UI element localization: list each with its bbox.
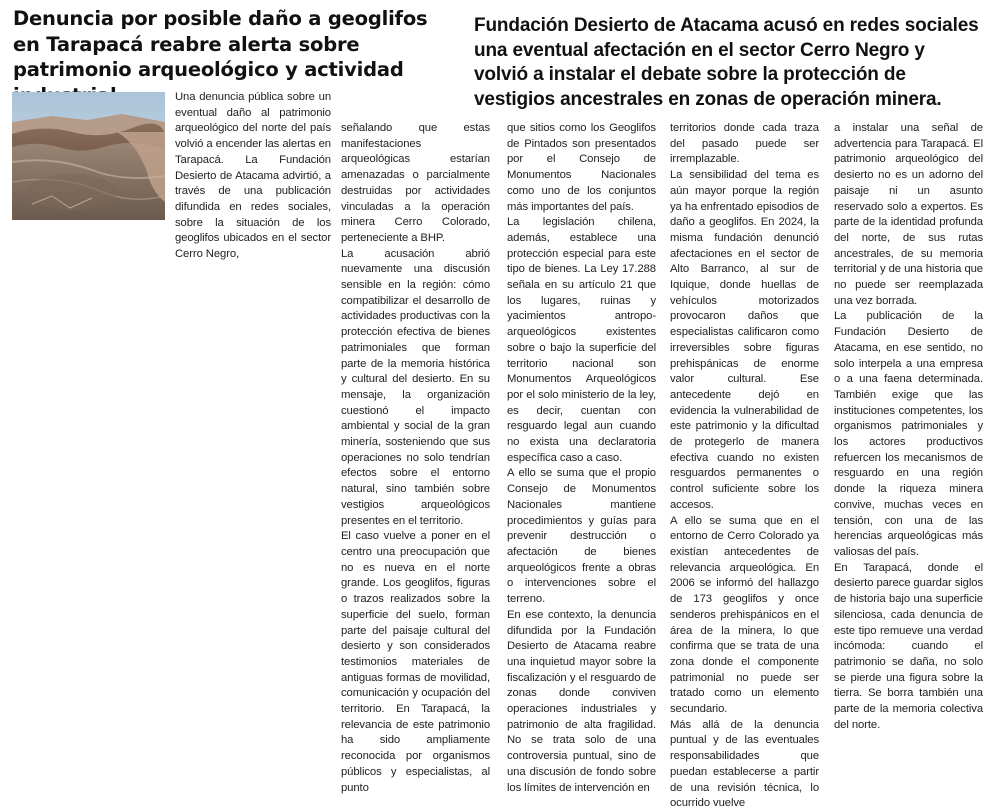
headline: Denuncia por posible daño a geoglifos en Tarapacá reabre alerta sobre patrimonio arqueológico y actividad (13, 7, 428, 81)
article-paragraph: A ello se suma que en el entorno de Cerro Colorado ya existían antecedentes de relevancia arqueológica. En 2006 se informó del hallazgo de 173 geoglifos y once senderos prehispánicos en el área de la minera, lo que confirma que se trata de una zona donde el componente patrimonial no puede ser tratado como un elemento secundario. (670, 514, 819, 716)
article-paragraph: El caso vuelve a poner en el centro una preocupación que no es nueva en el norte grande. Los geoglifos, figuras o trazos realizados sobre la superficie del suelo, forman parte del paisaje cultural del desierto y son considerados testimonios materiales de antiguas formas de movilidad, comunicación y ocupación del territorio. En Tarapacá, la relevancia de este patrimonio ha sido ampliamente reconocida por organismos públicos y especialistas, al punto (341, 530, 490, 794)
article-paragraph: La publicación de la Fundación Desierto de Atacama, en ese sentido, no solo interpela a una empresa o a una faena determinada. También exige que las instituciones competentes, los organismos patrimoniales y los actores productivos refuercen los mecanismos de resguardo en una región donde la riqueza minera convive, muchas veces en tensión, con una de las herencias arqueológicas más valiosas del país. (834, 310, 983, 558)
article-column-1 (175, 90, 331, 263)
article-column-5 (834, 121, 983, 733)
article-paragraph: En ese contexto, la denuncia difundida por la Fundación Desierto de Atacama reabre una inquietud mayor sobre la fiscalización y el resguardo de zonas donde conviven operaciones industriales y patrimonio de alta fragilidad. No se trata solo de una controversia puntual, sino de una discusión de fondo sobre los límites de intervención en (507, 608, 656, 794)
article-paragraph: En Tarapacá, donde el desierto parece guardar siglos de historia bajo una superficie silenciosa, cada denuncia de este tipo remueve una verdad incómoda: cuando el patrimonio se daña, no solo se pierde una figura sobre la tierra. Se borra también una parte de la memoria colectiva del norte. (834, 561, 983, 731)
article-paragraph: Más allá de la denuncia puntual y de las eventuales responsabilidades que puedan establecerse a partir de una revisión técnica, lo ocurrido vuelve (670, 718, 819, 810)
article-paragraph: Una denuncia pública sobre un eventual daño al patrimonio arqueológico del norte del país volvió a encender las alertas en Tarapacá. La Fundación Desierto de Atacama advirtió, a través de una publicación difundida en redes sociales, sobre la situación de los geoglifos ubicados en el sector Cerro Negro, (175, 91, 331, 261)
article-paragraph: La sensibilidad del tema es aún mayor porque la región ya ha enfrentado episodios de daño a geoglifos. En 2024, la misma fundación denunció afectaciones en el sector de Alto Barranco, al sur de Iquique, donde huellas de vehículos motorizados provocaron daños que especialistas calificaron como irreversibles sobre figuras prehispánicas de enorme valor cultural. Ese antecedente dejó en evidencia la vulnerabilidad de este patrimonio y la dificultad de protegerlo de manera efectiva cuando no existen resguardos permanentes o control suficiente sobre los accesos. (670, 169, 819, 511)
article-paragraph: La legislación chilena, además, establece una protección especial para este tipo de bienes. La Ley 17.288 señala en su artículo 21 que los lugares, ruinas y yacimientos antropo-arqueológicos existentes sobre o bajo la superficie del territorio nacional son Monumentos Arqueológicos por el solo ministerio de la ley, es decir, cuentan con resguardo legal aun cuando no exista una declaratoria específica caso a caso. (507, 216, 656, 464)
article-column-4 (670, 121, 819, 812)
article-paragraph: territorios donde cada traza del pasado puede ser irremplazable. (670, 122, 819, 166)
deck-subtitle: Fundación Desierto de Atacama acusó en redes sociales una eventual afectación en el sector Cerro Negro y volvió a instalar el debate sobre la protección de vestigios ancestrales en zonas de operación minera. (474, 15, 979, 110)
article-paragraph: a instalar una señal de advertencia para Tarapacá. El patrimonio arqueológico del desierto no es un adorno del paisaje ni un asunto reservado solo a expertos. Es parte de la identidad profunda del norte, de sus rutas ancestrales, de su memoria territorial y de una historia que no puede ser reemplazada una vez borrada. (834, 122, 983, 307)
article-paragraph: La acusación abrió nuevamente una discusión sensible en la región: cómo compatibilizar el desarrollo de actividades productivas con la protección efectiva de bienes patrimoniales que forman parte de la memoria histórica y cultural del desierto. En su mensaje, la organización cuestionó el impacto ambiental y social de la gran minería, sosteniendo que sus operaciones no solo tendrían efectos sobre el entorno natural, sino también sobre vestigios arqueológicos presentes en el territorio. (341, 247, 490, 527)
desert-landscape-icon (12, 92, 165, 220)
article-paragraph: señalando que estas manifestaciones arqueológicas estarían amenazadas o parcialmente destruidas por actividades vinculadas a la operación minera Cerro Colorado, perteneciente a BHP. (341, 122, 490, 244)
article-paragraph: A ello se suma que el propio Consejo de Monumentos Nacionales mantiene procedimientos y guías para prevenir destrucción o afectación de bienes arqueológicos frente a obras o intervenciones sobre el terreno. (507, 467, 656, 606)
article-paragraph: que sitios como los Geoglifos de Pintados son presentados por el Consejo de Monumentos Nacionales como uno de los conjuntos más importantes del país. (507, 122, 656, 213)
article-column-3 (507, 121, 656, 796)
article-column-2 (341, 121, 490, 796)
desert-landscape-photo (12, 92, 165, 220)
